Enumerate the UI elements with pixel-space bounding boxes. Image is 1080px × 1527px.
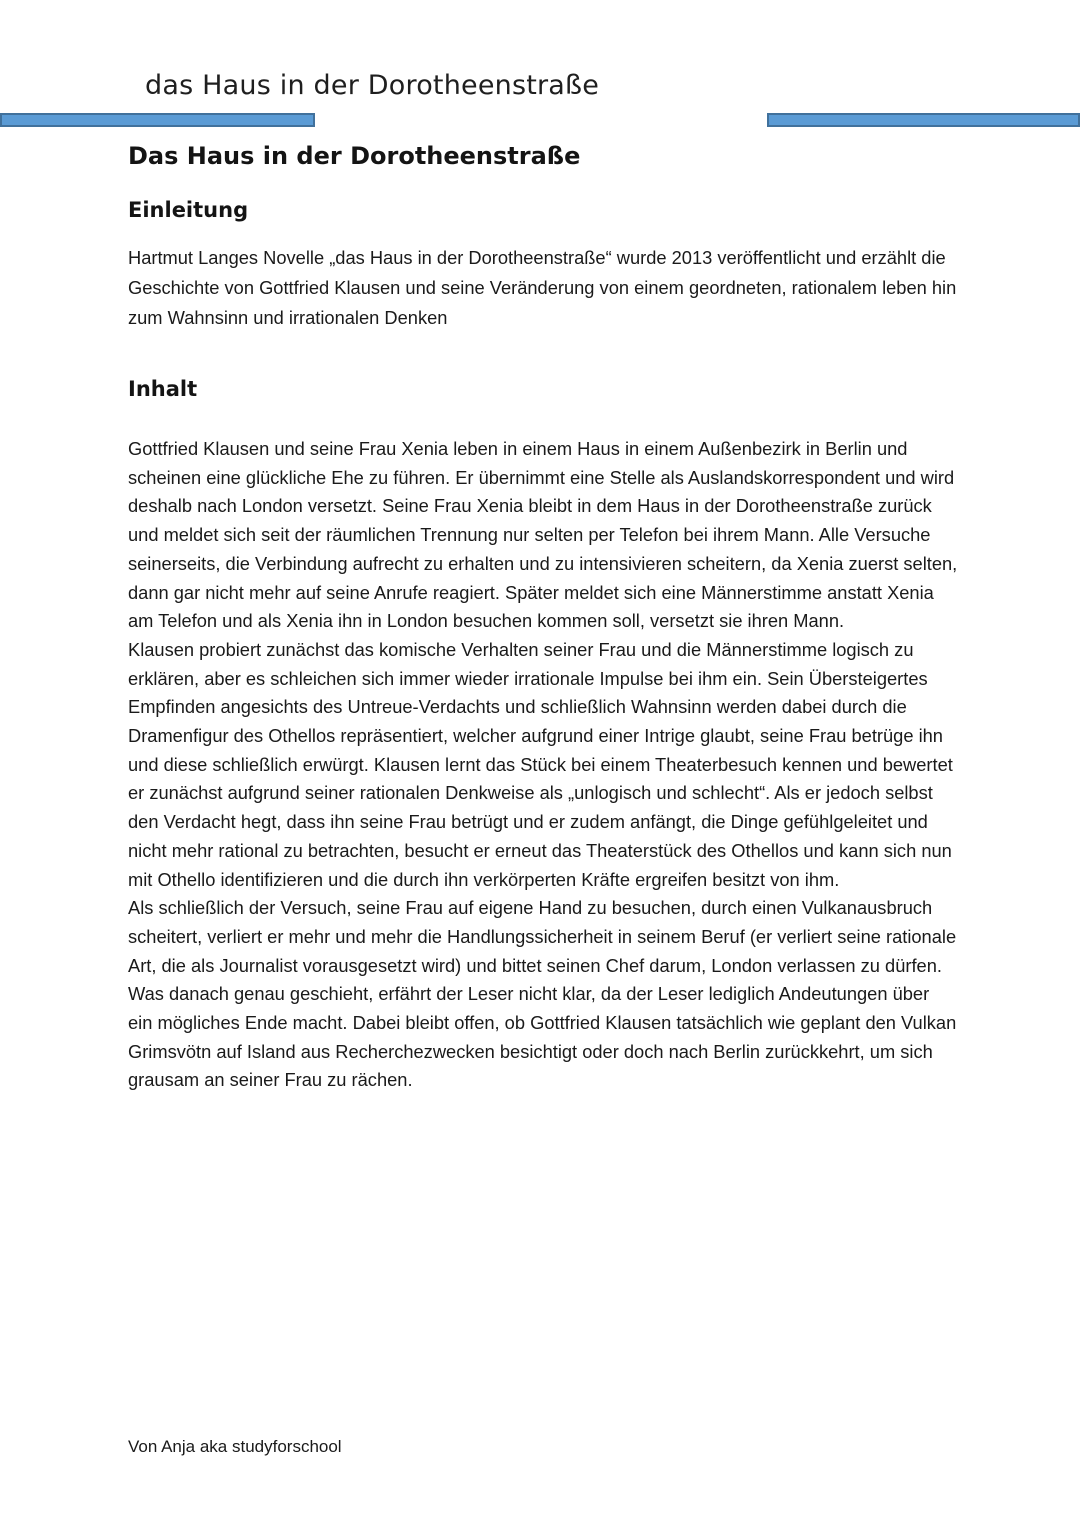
section-heading-inhalt: Inhalt	[128, 377, 198, 401]
document-title: Das Haus in der Dorotheenstraße	[128, 142, 581, 170]
section-inhalt	[128, 373, 958, 1095]
header-title: das Haus in der Dorotheenstraße	[145, 70, 600, 101]
section-heading-einleitung: Einleitung	[128, 198, 249, 222]
paragraph-inhalt-3: Als schließlich der Versuch, seine Frau auf eigene Hand zu besuchen, durch einen Vulkanausbruch scheitert, verliert er mehr und mehr die Handlungssicherheit in seinem Beruf (er verliert seine rationale Art, die als Journalist vorausgesetzt wird) und bittet seinen Chef darum, London verlassen zu dürfen. Was danach genau geschieht, erfährt der Leser nicht klar, da der Leser lediglich Andeutungen über ein mögliches Ende macht. Dabei bleibt offen, ob Gottfried Klausen tatsächlich wie geplant den Vulkan Grimsvötn auf Island aus Recherchezwecken besichtigt oder doch nach Berlin zurückkehrt, um sich grausam an seiner Frau zu rächen.	[128, 897, 957, 1091]
page-footer: Von Anja aka studyforschool	[128, 1437, 342, 1456]
header-rule-right	[767, 113, 1080, 127]
paragraph-inhalt-2: Klausen probiert zunächst das komische Verhalten seiner Frau und die Männerstimme logisch zu erklären, aber es schleichen sich immer wieder irrationale Impulse bei ihm ein. Sein Übersteigertes Empfinden angesichts des Untreue-Verdachts und schließlich Wahnsinn werden dabei durch die Dramenfigur des Othellos repräsentiert, welcher aufgrund einer Intrige glaubt, seine Frau betrüge ihn und diese schließlich erwürgt. Klausen lernt das Stück bei einem Theaterbesuch kennen und bewertet er zunächst aufgrund seiner rationalen Denkweise als „unlogisch und schlecht“. Als er jedoch selbst den Verdacht hegt, dass ihn seine Frau betrügt und er zudem anfängt, die Dinge gefühlgeleitet und nicht mehr rational zu betrachten, besucht er erneut das Theaterstück des Othellos und kann sich nun mit Othello identifizieren und die durch ihn verkörperten Kräfte ergreifen besitzt von ihm.	[128, 638, 953, 890]
header-rule-left	[0, 113, 315, 127]
paragraph-einleitung: Hartmut Langes Novelle „das Haus in der Dorotheenstraße“ wurde 2013 veröffentlicht und erzählt die Geschichte von Gottfried Klausen und seine Veränderung von einem geordneten, rationalem leben hin zum Wahnsinn und irrationalen Denken	[128, 247, 957, 328]
section-einleitung	[128, 194, 958, 333]
document-body	[128, 135, 958, 1095]
paragraph-inhalt-1: Gottfried Klausen und seine Frau Xenia leben in einem Haus in einem Außenbezirk in Berlin und scheinen eine glückliche Ehe zu führen. Er übernimmt eine Stelle als Auslandskorrespondent und wird deshalb nach London versetzt. Seine Frau Xenia bleibt in dem Haus in der Dorotheenstraße zurück und meldet sich seit der räumlichen Trennung nur selten per Telefon bei ihrem Mann. Alle Versuche seinerseits, die Verbindung aufrecht zu erhalten und zu intensivieren scheitern, da Xenia zuerst selten, dann gar nicht mehr auf seine Anrufe reagiert. Später meldet sich eine Männerstimme anstatt Xenia am Telefon und als Xenia ihn in London besuchen kommen soll, versetzt sie ihren Mann.	[128, 438, 958, 632]
